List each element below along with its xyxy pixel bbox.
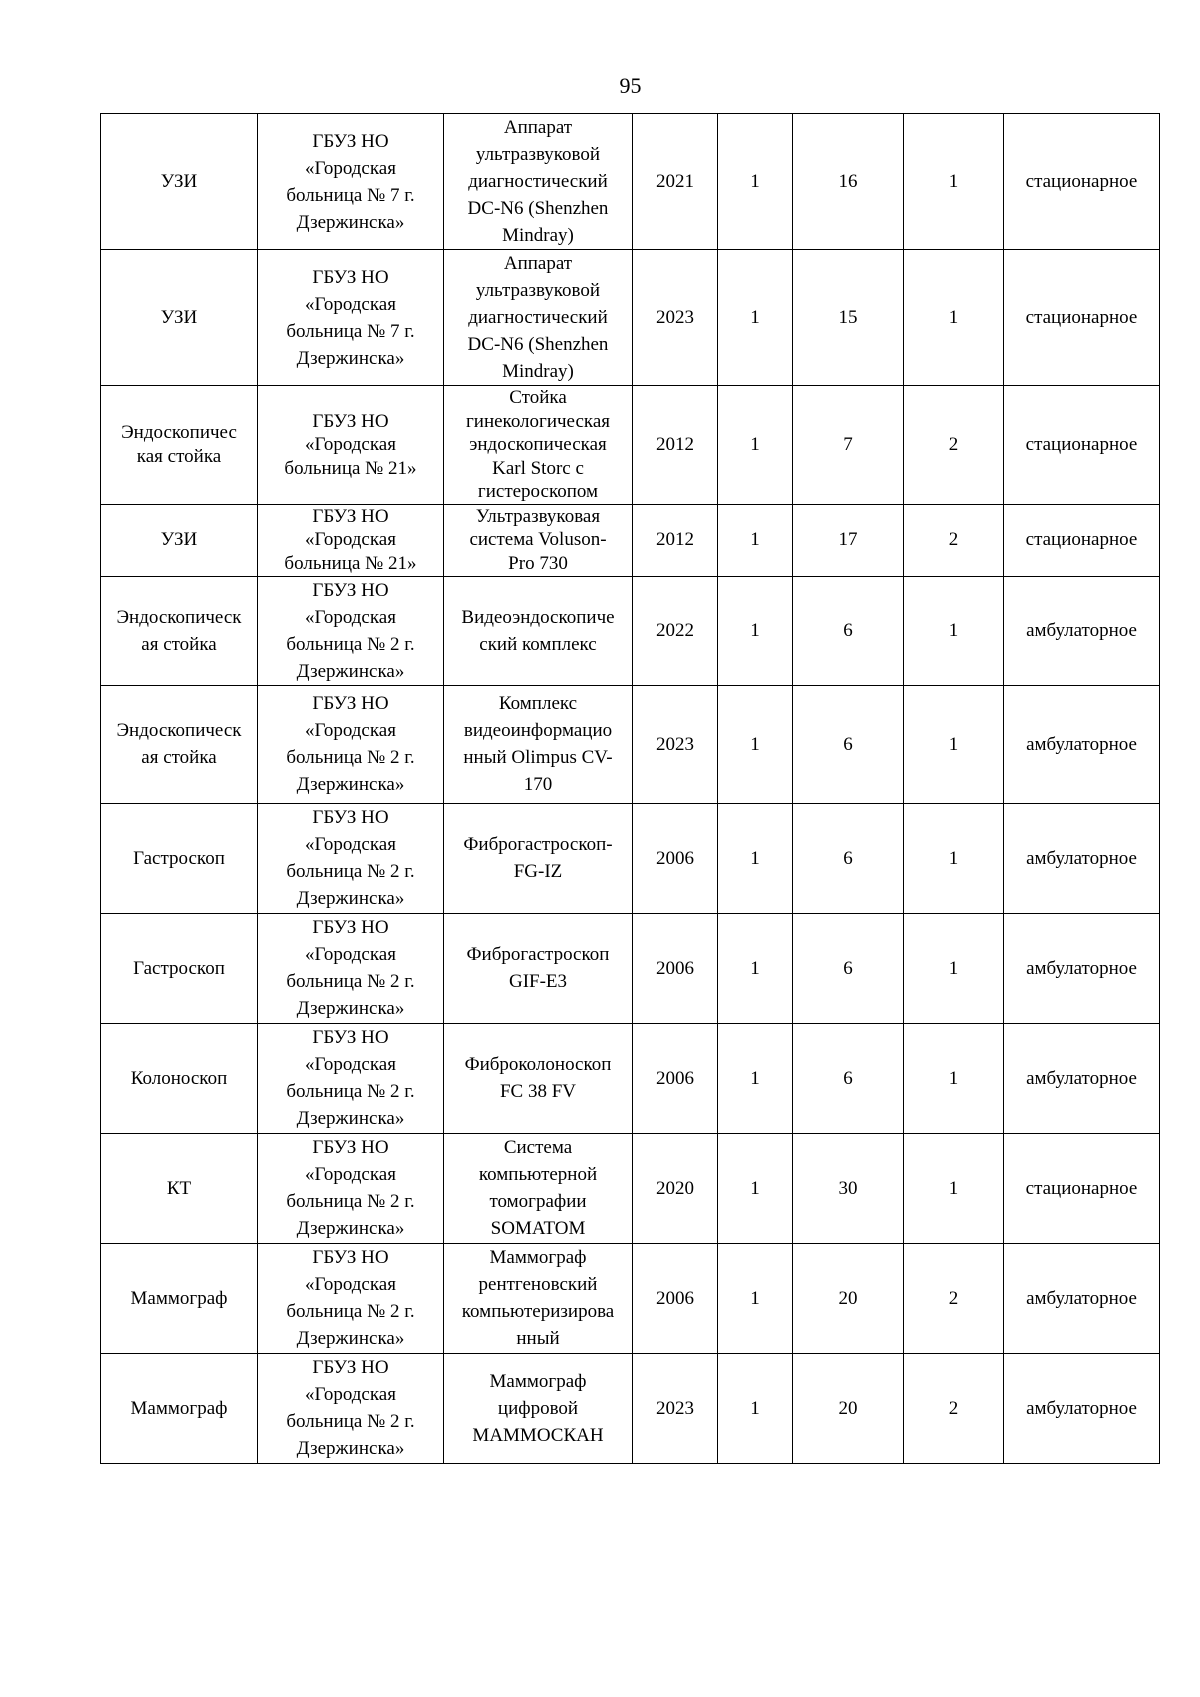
cell-line: ГБУЗ НО <box>312 917 389 938</box>
cell-device-name <box>444 250 633 386</box>
cell-line: Маммограф <box>130 1287 228 1309</box>
cell-year: 2012 <box>633 386 718 505</box>
cell-line: «Городская <box>305 606 396 628</box>
cell-age: 6 <box>793 913 904 1023</box>
cell-line: ский комплекс <box>479 633 597 655</box>
cell-quantity: 1 <box>718 913 793 1023</box>
cell-quantity: 1 <box>718 576 793 685</box>
cell-organization <box>258 913 444 1023</box>
cell-line: GIF-E3 <box>508 971 568 992</box>
cell-line: Mindray) <box>502 225 574 246</box>
table-row <box>101 913 1160 1023</box>
cell-mode: стационарное <box>1004 386 1160 505</box>
cell-quantity: 1 <box>718 685 793 803</box>
cell-line: «Городская <box>305 834 396 855</box>
cell-device-name <box>444 1353 633 1463</box>
cell-line: Маммограф <box>489 1370 587 1392</box>
cell-line: ультразвуковой <box>475 280 601 301</box>
cell-shifts: 1 <box>904 803 1004 913</box>
cell-age: 30 <box>793 1133 904 1243</box>
cell-line: ая стойка <box>141 633 217 655</box>
cell-quantity: 1 <box>718 250 793 386</box>
cell-line: Дзержинска» <box>296 998 405 1019</box>
table-row <box>101 1023 1160 1133</box>
cell-line: ГБУЗ НО <box>312 693 389 714</box>
cell-line: Дзержинска» <box>296 888 405 909</box>
cell-age: 20 <box>793 1353 904 1463</box>
table-row <box>101 576 1160 685</box>
cell-line: Эндоскопическ <box>116 606 242 628</box>
cell-organization <box>258 1023 444 1133</box>
cell-line: больница № 7 г. <box>286 184 415 206</box>
cell-line: гинекологическая <box>465 410 611 432</box>
cell-line: Фиброгастроскоп <box>466 944 610 965</box>
cell-mode: амбулаторное <box>1004 1353 1160 1463</box>
table-row <box>101 250 1160 386</box>
cell-age: 6 <box>793 685 904 803</box>
cell-year: 2023 <box>633 250 718 386</box>
cell-line: ГБУЗ НО <box>312 1137 389 1158</box>
cell-mode: амбулаторное <box>1004 1023 1160 1133</box>
cell-equipment-type <box>101 1133 258 1243</box>
cell-mode: амбулаторное <box>1004 913 1160 1023</box>
cell-line: Дзержинска» <box>296 211 405 233</box>
cell-line: Эндоскопическ <box>116 720 242 741</box>
cell-equipment-type <box>101 1023 258 1133</box>
cell-shifts: 2 <box>904 386 1004 505</box>
cell-year: 2022 <box>633 576 718 685</box>
cell-line: «Городская <box>305 529 396 551</box>
cell-shifts: 1 <box>904 685 1004 803</box>
cell-device-name <box>444 685 633 803</box>
cell-line: больница № 2 г. <box>286 1411 415 1432</box>
cell-organization <box>258 1133 444 1243</box>
cell-line: диагностический <box>468 171 608 192</box>
cell-line: ультразвуковой <box>475 144 601 165</box>
cell-line: «Городская <box>305 434 396 455</box>
table-row <box>101 504 1160 576</box>
cell-organization <box>258 1353 444 1463</box>
cell-age: 17 <box>793 504 904 576</box>
cell-line: Видеоэндоскопиче <box>461 606 615 628</box>
cell-quantity: 1 <box>718 386 793 505</box>
cell-line: ГБУЗ НО <box>312 266 389 288</box>
cell-line: система Voluson- <box>469 529 607 551</box>
cell-organization <box>258 386 444 505</box>
cell-line: ГБУЗ НО <box>312 579 389 601</box>
cell-line: больница № 21» <box>284 552 417 574</box>
cell-line: «Городская <box>305 1384 396 1405</box>
cell-line: КТ <box>166 1177 192 1199</box>
cell-line: Ультразвуковая <box>475 505 601 527</box>
cell-line: Дзержинска» <box>296 1108 405 1129</box>
cell-year: 2006 <box>633 913 718 1023</box>
cell-mode: амбулаторное <box>1004 803 1160 913</box>
cell-line: нный <box>516 1328 560 1349</box>
cell-line: DC-N6 (Shenzhen <box>467 198 609 219</box>
cell-mode: амбулаторное <box>1004 576 1160 685</box>
cell-line: Комплекс <box>498 693 578 714</box>
cell-line: Гастроскоп <box>133 957 225 979</box>
cell-line: томографии <box>489 1191 587 1212</box>
cell-shifts: 1 <box>904 250 1004 386</box>
cell-equipment-type <box>101 685 258 803</box>
cell-device-name <box>444 913 633 1023</box>
cell-quantity: 1 <box>718 1243 793 1353</box>
cell-equipment-type <box>101 250 258 386</box>
cell-line: Стойка <box>509 387 567 408</box>
cell-line: Фиброгастроскоп- <box>463 834 613 855</box>
cell-mode: амбулаторное <box>1004 685 1160 803</box>
table-row <box>101 386 1160 505</box>
cell-quantity: 1 <box>718 1133 793 1243</box>
table-body <box>101 114 1160 1464</box>
cell-line: рентгеновский <box>478 1274 598 1295</box>
cell-shifts: 1 <box>904 1023 1004 1133</box>
table-row <box>101 114 1160 250</box>
cell-equipment-type <box>101 1243 258 1353</box>
cell-line: «Городская <box>305 1054 396 1075</box>
cell-device-name <box>444 1023 633 1133</box>
cell-line: больница № 7 г. <box>286 320 415 342</box>
cell-line: больница № 21» <box>284 457 417 479</box>
cell-device-name <box>444 1243 633 1353</box>
cell-quantity: 1 <box>718 803 793 913</box>
cell-year: 2020 <box>633 1133 718 1243</box>
cell-device-name <box>444 504 633 576</box>
cell-equipment-type <box>101 386 258 505</box>
table-row <box>101 685 1160 803</box>
cell-equipment-type <box>101 504 258 576</box>
cell-line: FC 38 FV <box>499 1081 577 1102</box>
page-number: 95 <box>619 73 642 98</box>
cell-line: Маммограф <box>489 1247 587 1268</box>
cell-equipment-type <box>101 114 258 250</box>
cell-line: Дзержинска» <box>296 774 405 795</box>
cell-line: Дзержинска» <box>296 660 405 682</box>
cell-line: ГБУЗ НО <box>312 1247 389 1268</box>
cell-mode: стационарное <box>1004 504 1160 576</box>
cell-year: 2006 <box>633 1243 718 1353</box>
cell-line: больница № 2 г. <box>286 747 415 768</box>
cell-shifts: 1 <box>904 576 1004 685</box>
cell-age: 7 <box>793 386 904 505</box>
cell-device-name <box>444 386 633 505</box>
table-row <box>101 1133 1160 1243</box>
cell-line: компьютерной <box>478 1164 598 1185</box>
cell-line: ГБУЗ НО <box>312 1027 389 1048</box>
cell-age: 6 <box>793 1023 904 1133</box>
cell-year: 2023 <box>633 685 718 803</box>
cell-line: Pro 730 <box>508 552 568 574</box>
cell-line: Аппарат <box>503 117 573 138</box>
cell-line: больница № 2 г. <box>286 1081 415 1102</box>
cell-organization <box>258 685 444 803</box>
cell-shifts: 2 <box>904 504 1004 576</box>
cell-equipment-type <box>101 913 258 1023</box>
cell-quantity: 1 <box>718 1353 793 1463</box>
cell-mode: амбулаторное <box>1004 1243 1160 1353</box>
table-row <box>101 1353 1160 1463</box>
cell-line: Аппарат <box>503 253 573 274</box>
cell-line: Дзержинска» <box>296 1218 405 1239</box>
cell-year: 2021 <box>633 114 718 250</box>
equipment-table <box>100 113 1160 1464</box>
cell-shifts: 1 <box>904 913 1004 1023</box>
cell-mode: стационарное <box>1004 1133 1160 1243</box>
cell-equipment-type <box>101 1353 258 1463</box>
cell-line: диагностический <box>468 307 608 328</box>
cell-device-name <box>444 576 633 685</box>
cell-line: Karl Storc с <box>492 457 584 479</box>
cell-line: кая стойка <box>136 445 222 467</box>
cell-line: МАММОСКАН <box>472 1424 604 1446</box>
cell-age: 15 <box>793 250 904 386</box>
cell-line: Дзержинска» <box>296 1438 405 1459</box>
cell-organization <box>258 1243 444 1353</box>
cell-mode: стационарное <box>1004 114 1160 250</box>
cell-line: Колоноскоп <box>130 1067 228 1089</box>
cell-device-name <box>444 1133 633 1243</box>
cell-line: ГБУЗ НО <box>312 807 389 828</box>
cell-line: 170 <box>523 774 553 795</box>
cell-shifts: 1 <box>904 114 1004 250</box>
cell-line: «Городская <box>305 944 396 965</box>
cell-line: больница № 2 г. <box>286 1191 415 1212</box>
table-row <box>101 1243 1160 1353</box>
cell-line: УЗИ <box>160 529 198 551</box>
cell-line: гистероскопом <box>477 481 599 502</box>
cell-organization <box>258 803 444 913</box>
cell-line: Фиброколоноскоп <box>464 1054 612 1075</box>
cell-organization <box>258 576 444 685</box>
cell-line: УЗИ <box>160 171 198 192</box>
cell-line: больница № 2 г. <box>286 971 415 992</box>
cell-line: Эндоскопичес <box>121 422 237 444</box>
cell-line: больница № 2 г. <box>286 1301 415 1322</box>
cell-line: «Городская <box>305 1274 396 1295</box>
cell-quantity: 1 <box>718 504 793 576</box>
table-row <box>101 803 1160 913</box>
cell-line: DC-N6 (Shenzhen <box>467 334 609 355</box>
cell-line: ГБУЗ НО <box>312 1357 389 1378</box>
cell-shifts: 1 <box>904 1133 1004 1243</box>
cell-line: нный Olimpus CV- <box>463 747 613 768</box>
cell-line: Маммограф <box>130 1397 228 1419</box>
cell-line: ГБУЗ НО <box>312 130 389 152</box>
cell-line: «Городская <box>305 293 396 315</box>
cell-line: ГБУЗ НО <box>312 505 389 527</box>
cell-line: «Городская <box>305 157 396 179</box>
cell-age: 16 <box>793 114 904 250</box>
cell-line: «Городская <box>305 720 396 741</box>
cell-line: компьютеризирова <box>461 1301 615 1322</box>
cell-device-name <box>444 803 633 913</box>
cell-line: Система <box>503 1137 573 1158</box>
cell-year: 2023 <box>633 1353 718 1463</box>
cell-year: 2006 <box>633 803 718 913</box>
cell-equipment-type <box>101 576 258 685</box>
cell-line: ГБУЗ НО <box>312 410 389 432</box>
cell-line: видеоинформацио <box>463 720 613 741</box>
cell-organization <box>258 504 444 576</box>
cell-line: SOMATOM <box>490 1218 586 1239</box>
cell-line: эндоскопическая <box>469 434 607 455</box>
cell-line: ая стойка <box>141 747 217 768</box>
cell-mode: стационарное <box>1004 250 1160 386</box>
cell-line: цифровой <box>497 1397 579 1419</box>
cell-line: Mindray) <box>502 361 574 382</box>
cell-age: 6 <box>793 576 904 685</box>
cell-organization <box>258 250 444 386</box>
cell-line: Дзержинска» <box>296 347 405 369</box>
cell-line: больница № 2 г. <box>286 861 415 882</box>
cell-device-name <box>444 114 633 250</box>
cell-quantity: 1 <box>718 1023 793 1133</box>
cell-organization <box>258 114 444 250</box>
cell-line: Гастроскоп <box>133 847 225 869</box>
cell-quantity: 1 <box>718 114 793 250</box>
cell-age: 20 <box>793 1243 904 1353</box>
cell-shifts: 2 <box>904 1353 1004 1463</box>
cell-shifts: 2 <box>904 1243 1004 1353</box>
cell-line: «Городская <box>305 1164 396 1185</box>
cell-year: 2006 <box>633 1023 718 1133</box>
cell-equipment-type <box>101 803 258 913</box>
cell-year: 2012 <box>633 504 718 576</box>
cell-line: больница № 2 г. <box>286 633 415 655</box>
cell-line: УЗИ <box>160 307 198 328</box>
cell-line: Дзержинска» <box>296 1328 405 1349</box>
cell-line: FG-IZ <box>513 861 563 882</box>
cell-age: 6 <box>793 803 904 913</box>
